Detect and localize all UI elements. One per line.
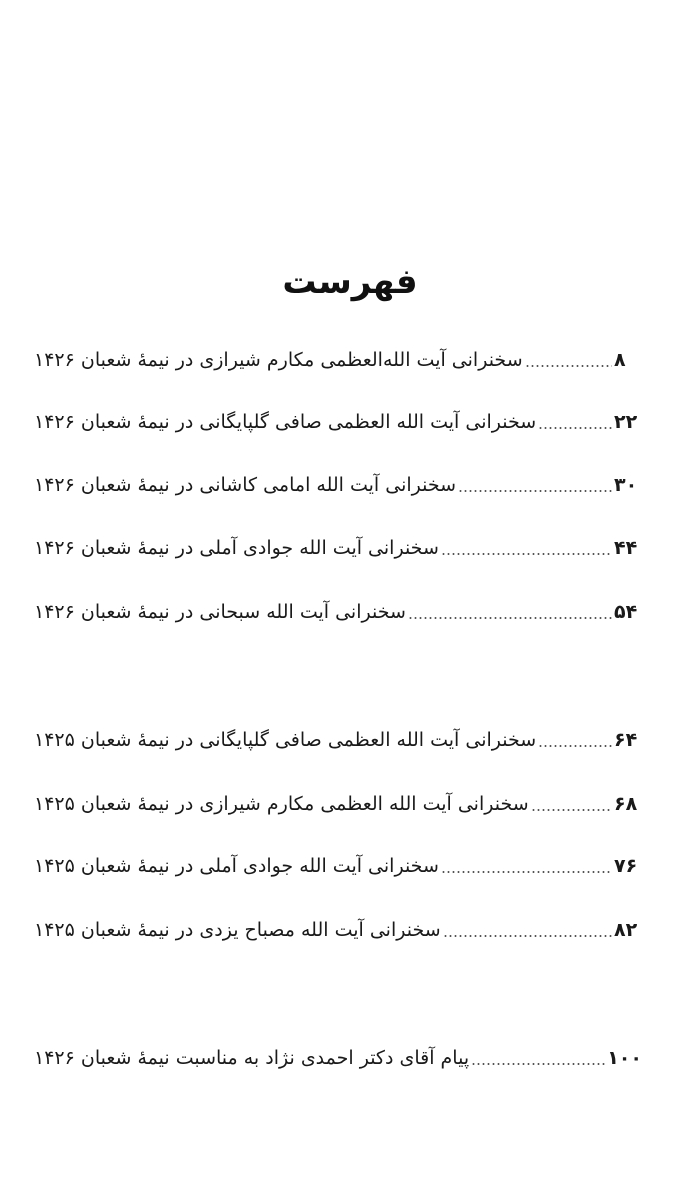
toc-page-number: ۳۰ [614, 474, 638, 496]
toc-page-number: ۴۴ [614, 537, 638, 559]
toc-entry [30, 720, 642, 760]
toc-entry-text: سخنرانی آیت الله امامی کاشانی در نیمهٔ شعبان ۱۴۲۶ [34, 474, 457, 496]
toc-entry-text: سخنرانی آیت الله العظمی صافی گلپایگانی در نیمهٔ شعبان ۱۴۲۶ [34, 411, 537, 433]
toc-page-number: ۸۲ [614, 919, 638, 941]
toc-entry-text: سخنرانی آیت الله مصباح یزدی در نیمهٔ شعبان ۱۴۲۵ [34, 919, 441, 941]
toc-entry [30, 592, 642, 632]
toc-page-number: ۲۲ [614, 411, 638, 433]
toc-leader-dots [441, 871, 612, 873]
toc-page-number: ۸ [614, 349, 626, 371]
toc-entry-text: سخنرانی آیت الله‌العظمی مکارم شیرازی در نیمهٔ شعبان ۱۴۲۶ [34, 349, 523, 371]
toc-entry [30, 784, 642, 824]
toc-leader-dots [443, 935, 612, 937]
toc-leader-dots [531, 809, 612, 811]
toc-entry-text: سخنرانی آیت الله العظمی صافی گلپایگانی در نیمهٔ شعبان ۱۴۲۵ [34, 729, 537, 751]
toc-entry-text: پیام آقای دکتر احمدی نژاد به مناسبت نیمهٔ شعبان ۱۴۲۶ [34, 1047, 470, 1069]
toc-entry [30, 402, 642, 442]
toc-entry [30, 1038, 642, 1078]
toc-entry [30, 340, 642, 380]
toc-entry [30, 910, 642, 950]
toc-entry-text: سخنرانی آیت الله العظمی مکارم شیرازی در نیمهٔ شعبان ۱۴۲۵ [34, 793, 529, 815]
toc-entry [30, 465, 642, 505]
toc-page-number: ۶۴ [614, 729, 638, 751]
toc-page-number: ۵۴ [614, 601, 638, 623]
toc-leader-dots [471, 1063, 605, 1065]
toc-entry-text: سخنرانی آیت الله جوادی آملی در نیمهٔ شعبان ۱۴۲۵ [34, 855, 439, 877]
toc-page-number: ۱۰۰ [607, 1047, 642, 1069]
toc-entry-text: سخنرانی آیت الله سبحانی در نیمهٔ شعبان ۱۴۲۶ [34, 601, 406, 623]
toc-leader-dots [408, 617, 612, 619]
toc-entry-text: سخنرانی آیت الله جوادی آملی در نیمهٔ شعبان ۱۴۲۶ [34, 537, 439, 559]
toc-entry [30, 528, 642, 568]
toc-page-number: ۷۶ [614, 855, 638, 877]
toc-leader-dots [538, 427, 612, 429]
toc-entry [30, 846, 642, 886]
toc-leader-dots [441, 553, 612, 555]
toc-page-number: ۶۸ [614, 793, 638, 815]
page-title: فهرست [282, 262, 418, 302]
toc-leader-dots [458, 490, 612, 492]
toc-leader-dots [538, 745, 612, 747]
toc-leader-dots [525, 365, 612, 367]
